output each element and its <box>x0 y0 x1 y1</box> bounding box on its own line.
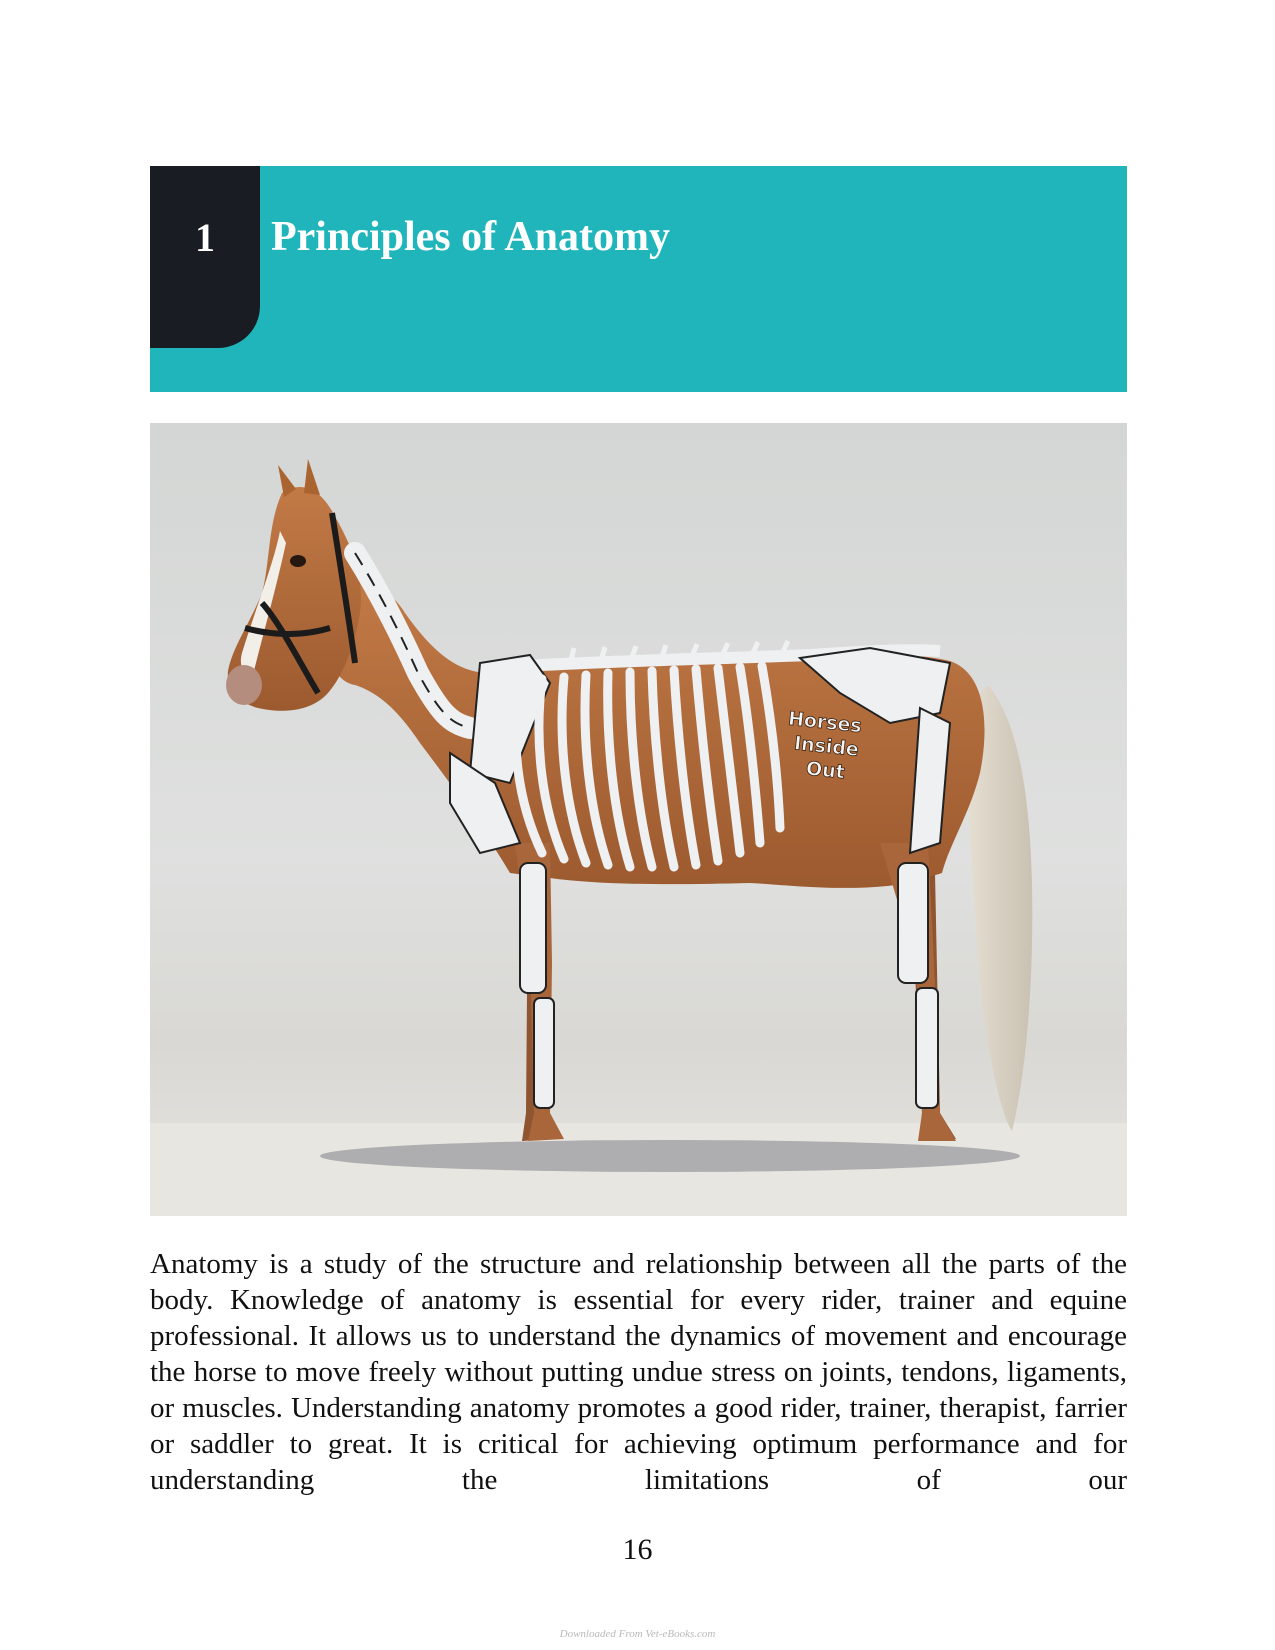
chapter-number: 1 <box>195 215 215 260</box>
body-paragraph: Anatomy is a study of the structure and relationship between all the parts of the body. Knowledge of anatomy is essential for every rider, trainer and equine professional. It allows us to understand the dynamics of movement and encourage the horse to move freely without putting undue stress on joints, tendons, ligaments, or muscles. Understanding anatomy promotes a good rider, trainer, therapist, farrier or saddler to great. It is critical for achieving optimum performance and for understanding the limitations of our <box>150 1248 1127 1496</box>
download-watermark: Downloaded From Vet-eBooks.com <box>559 1628 716 1640</box>
painted-text-out: Out <box>804 757 846 784</box>
horse-skeleton-photo <box>150 423 1127 1216</box>
chapter-banner <box>150 166 1127 392</box>
painted-text-inside: Inside <box>793 732 860 761</box>
painted-text-horses: Horses <box>787 707 863 738</box>
chapter-number-box <box>150 166 260 348</box>
page-number: 16 <box>622 1533 653 1566</box>
chapter-title: Principles of Anatomy <box>271 214 670 260</box>
